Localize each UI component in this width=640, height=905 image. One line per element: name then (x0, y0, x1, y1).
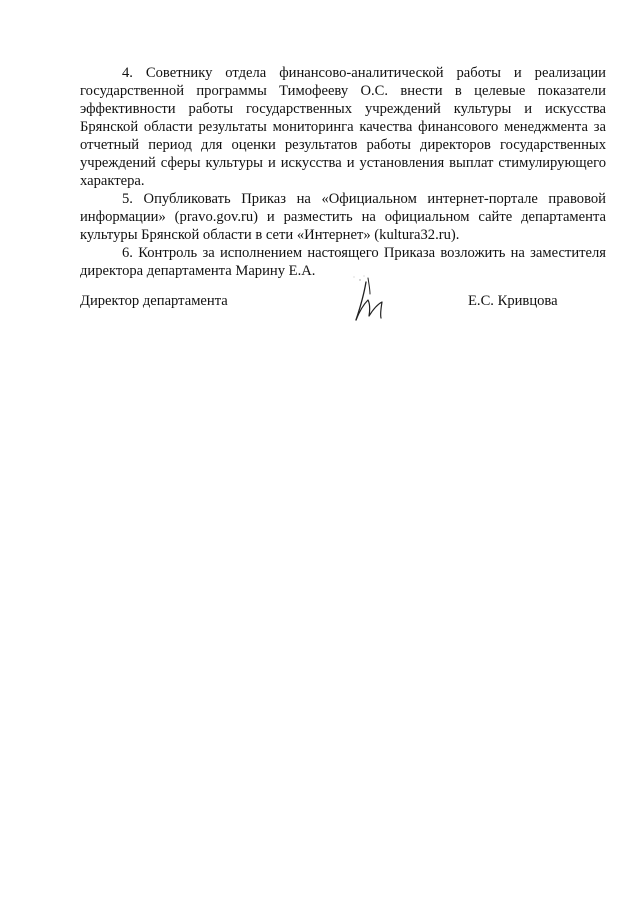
signatory-name: Е.С. Кривцова (468, 293, 558, 309)
handwritten-signature-icon (348, 274, 408, 326)
paragraph-item-5: 5. Опубликовать Приказ на «Официальном интернет-портале правовой информации» (pravo.gov.ru) и разместить на официальном сайте департамента культуры Брянской области в сети «Интернет» (kultura32.ru). (80, 191, 606, 243)
signatory-title: Директор департамента (80, 293, 228, 309)
paragraph-item-4: 4. Советнику отдела финансово-аналитической работы и реализации государственной программы Тимофееву О.С. внести в целевые показатели эффективности работы государственных учреждений культуры и искусства Брянской области результаты мониторинга качества финансового менеджмента за отчетный период для оценки результатов работы директоров государственных учреждений сферы культуры и искусства и установления выплат стимулирующего характера. (80, 65, 606, 189)
document-body (80, 64, 606, 280)
signature-block (80, 292, 606, 332)
paragraph-item-6: 6. Контроль за исполнением настоящего Приказа возложить на заместителя директора департамента Марину Е.А. (80, 245, 606, 279)
